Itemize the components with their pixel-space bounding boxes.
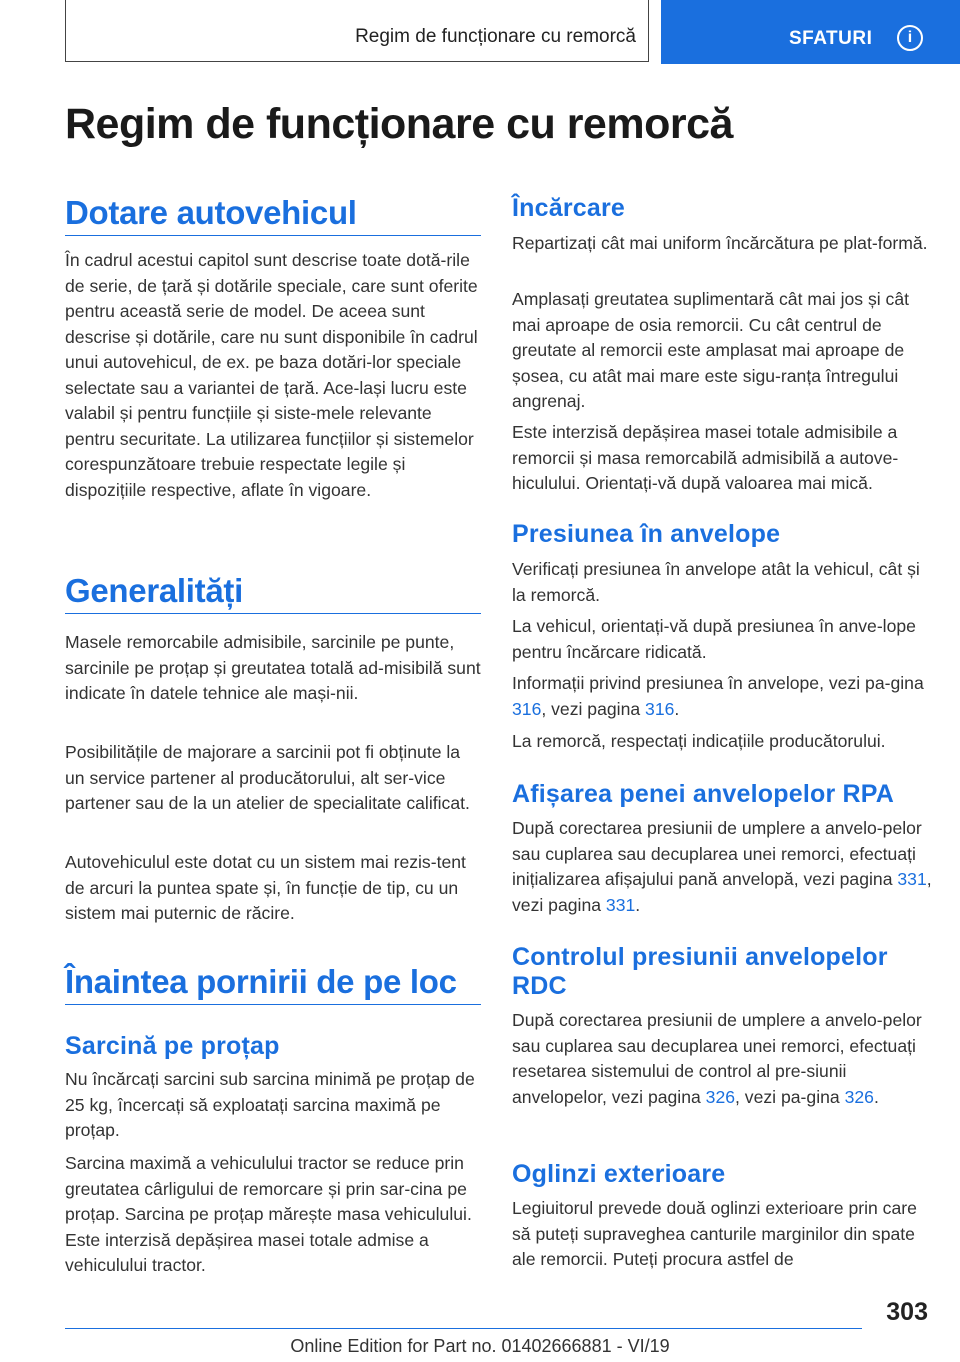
text-run: , vezi pagina xyxy=(512,869,932,915)
text-run: , vezi pagina xyxy=(541,698,646,719)
section-heading-inaintea-pornirii: Înaintea pornirii de pe loc xyxy=(65,963,457,1000)
paragraph xyxy=(512,1008,932,1110)
section-rule xyxy=(65,1004,481,1005)
subheading-sarcina-protap: Sarcină pe proțap xyxy=(65,1032,280,1060)
running-header xyxy=(65,0,960,64)
paragraph: Repartizați cât mai uniform încărcătura pe plat-formă. xyxy=(512,233,928,253)
page-link[interactable]: 326 xyxy=(844,1086,874,1107)
subheading-afisarea-penei: Afișarea penei anvelopelor RPA xyxy=(512,780,895,808)
paragraph: În cadrul acestui capitol sunt descrise toate dotă-rile de serie, de țară și dotările speciale, care sunt oferite pentru această serie de model. De aceea sunt descrise și dotările, care nu sunt disponibile în cadrul unui autovehicul, de ex. pe baza dotări-lor speciale selectate sau a variantei de țară. Ace-lași lucru este valabil și pentru funcțiile și siste-mele relevante pentru securitate. La utilizarea funcțiilor și sistemelor corespunzătoare trebuie respectate legile și dispozițiile respective, aflate în vigoare. xyxy=(65,250,478,500)
text-run: După corectarea presiunii de umplere a anvelo-pelor sau cuplarea sau decuplarea unei remorci, efectuați resetarea sistemului de control al pre-siunii anvelopelor, vezi pagina xyxy=(512,1010,922,1107)
section-heading-dotare: Dotare autovehicul xyxy=(65,194,357,231)
paragraph: Amplasați greutatea suplimentară cât mai jos și cât mai aproape de osia remorcii. Cu cât centrul de greutate al remorcii este amplasat mai aproape de șosea, cu atât mai mare este sigu-ranța întregului angrenaj. xyxy=(512,289,910,411)
paragraph: Masele remorcabile admisibile, sarcinile pe punte, sarcinile pe proțap și greutatea totală ad-misibilă sunt indicate în datele tehnice ale mași-nii. xyxy=(65,632,481,703)
text-run: , vezi pa-gina xyxy=(735,1086,845,1107)
paragraph xyxy=(512,671,932,722)
page-link[interactable]: 331 xyxy=(605,894,636,915)
text-run: Informații privind presiunea în anvelope, vezi pa-gina xyxy=(512,673,924,693)
subheading-incarcare: Încărcare xyxy=(512,194,625,222)
info-icon: i xyxy=(897,25,923,51)
header-section-tab[interactable] xyxy=(661,0,960,64)
footer-rule xyxy=(65,1328,862,1329)
page-number: 303 xyxy=(886,1298,928,1326)
text-run: . xyxy=(873,1086,879,1107)
section-rule xyxy=(65,235,481,236)
header-tab-label: SFATURI xyxy=(789,28,873,49)
page-link[interactable]: 316 xyxy=(512,698,542,719)
section-rule xyxy=(65,613,481,614)
paragraph: La vehicul, orientați-vă după presiunea în anve-lope pentru încărcare ridicată. xyxy=(512,616,916,662)
paragraph xyxy=(512,816,932,918)
subheading-rdc: RDC xyxy=(512,972,567,1000)
subheading-oglinzi-exterioare: Oglinzi exterioare xyxy=(512,1160,726,1188)
header-chapter-title: Regim de funcționare cu remorcă xyxy=(355,26,636,47)
subheading-presiunea-anvelope: Presiunea în anvelope xyxy=(512,520,781,548)
paragraph: Legiuitorul prevede două oglinzi exterioare prin care să puteți supraveghea canturile marginilor din spate ale remorcii. Puteți procura astfel de xyxy=(512,1198,917,1269)
paragraph: Verificați presiunea în anvelope atât la vehicul, cât și la remorcă. xyxy=(512,559,920,605)
footer-edition-text: Online Edition for Part no. 01402666881 - VI/19 xyxy=(290,1336,670,1356)
page-link[interactable]: 331 xyxy=(897,869,927,889)
paragraph: La remorcă, respectați indicațiile producătorului. xyxy=(512,731,886,751)
text-run: După corectarea presiunii de umplere a anvelo-pelor sau cuplarea sau decuplarea unei remorci, efectuați inițializarea afișajului pană anvelopă, vezi pagina xyxy=(512,818,922,889)
paragraph: Este interzisă depășirea masei totale admisibile a remorcii și masa remorcabilă admisibilă a autove-hiculului. Orientați-vă după valoarea mai mică. xyxy=(512,422,899,493)
page-title: Regim de funcționare cu remorcă xyxy=(65,100,733,148)
subheading-controlul-presiunii: Controlul presiunii anvelopelor xyxy=(512,943,888,971)
paragraph: Autovehiculul este dotat cu un sistem mai rezis-tent de arcuri la puntea spate și, în funcție de tip, cu un sistem mai puternic de răcire. xyxy=(65,852,466,923)
header-title-box xyxy=(65,0,649,62)
page-link[interactable]: 316 xyxy=(645,698,675,719)
paragraph: Nu încărcați sarcini sub sarcina minimă pe proțap de 25 kg, încercați să exploatați sarcina maximă pe proțap. xyxy=(65,1069,475,1140)
paragraph: Sarcina maximă a vehiculului tractor se reduce prin greutatea cârligului de remorcare și prin sar-cina pe proțap. Sarcina pe proțap mărește masa vehiculului. Este interzisă depășirea masei totale admise a vehiculului tractor. xyxy=(65,1153,472,1275)
section-heading-generalitati: Generalități xyxy=(65,572,243,609)
page-link[interactable]: 326 xyxy=(705,1086,736,1107)
paragraph: Posibilitățile de majorare a sarcinii pot fi obținute la un service partener al producătorului, alt ser-vice partener sau de la un atelier de specialitate calificat. xyxy=(65,742,470,813)
text-run: . xyxy=(635,894,641,915)
text-run: . xyxy=(674,698,680,719)
